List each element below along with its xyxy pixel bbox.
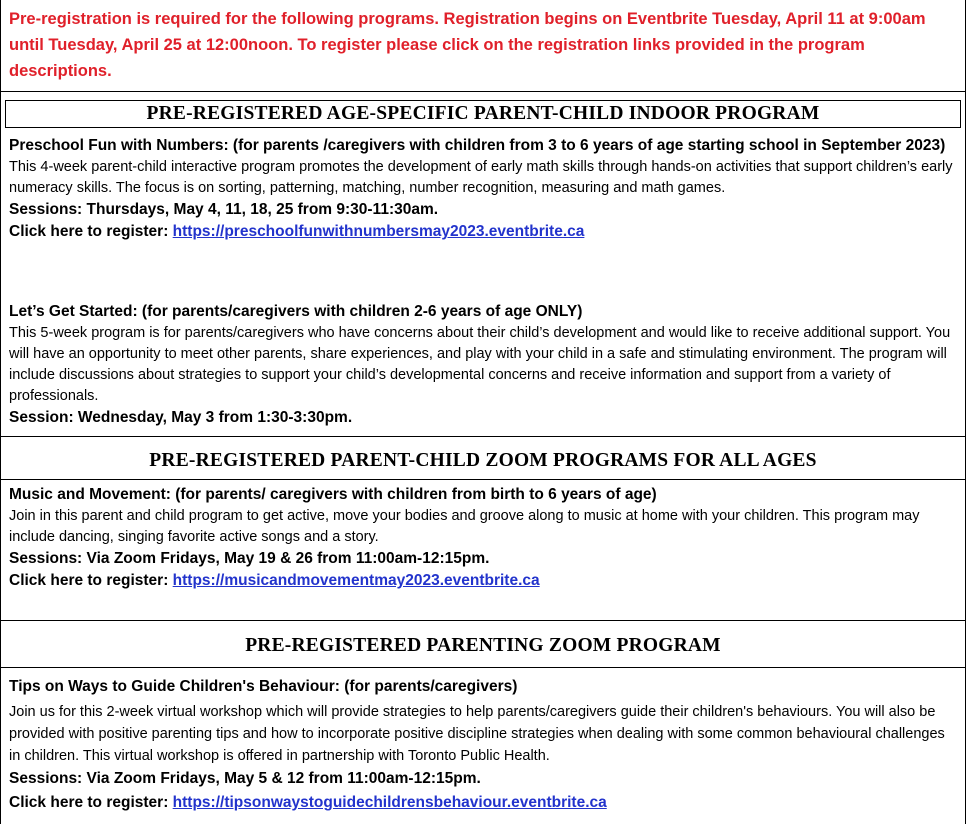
- register-link[interactable]: https://musicandmovementmay2023.eventbrite.ca: [172, 572, 540, 589]
- program-description: Join in this parent and child program to get active, move your bodies and groove along to music at home with your children. This program may include dancing, singing favorite active songs and a story.: [9, 508, 920, 545]
- notice-text: Pre-registration is required for the following programs. Registration begins on Eventbrite Tuesday, April 11 at 9:00am until Tuesday, April 25 at 12:00noon. To register please click on the registration links provided in the program descriptions.: [9, 10, 926, 80]
- register-line: [9, 220, 957, 244]
- register-link[interactable]: https://tipsonwaystoguidechildrensbehaviour.eventbrite.ca: [172, 794, 607, 811]
- section-heading: PRE-REGISTERED PARENT-CHILD ZOOM PROGRAMS FOR ALL AGES: [1, 437, 965, 480]
- program-description: This 5-week program is for parents/caregivers who have concerns about their child’s development and would like to receive additional support. You will have an opportunity to meet other parents, share experiences, and play with your child in a safe and stimulating environment. The program will include discussions about strategies to support your child’s developmental concerns and receive information and support from a variety of professionals.: [9, 325, 951, 404]
- program-title: Preschool Fun with Numbers: (for parents /caregivers with children from 3 to 6 years of age starting school in September 2023): [9, 137, 946, 154]
- program-description: Join us for this 2-week virtual workshop which will provide strategies to help parents/caregivers guide their children's behaviours. You will also be provided with positive parenting tips and how to incorporate positive discipline strategies when dealing with some common behavioural challenges in children. This virtual workshop is offered in partnership with Toronto Public Health.: [9, 704, 945, 764]
- program-tips-guide-behaviour: [9, 675, 957, 815]
- register-line: [9, 791, 957, 815]
- program-title: Let’s Get Started: (for parents/caregivers with children 2-6 years of age ONLY): [9, 303, 583, 320]
- program-music-and-movement: [9, 484, 957, 593]
- register-link[interactable]: https://preschoolfunwithnumbersmay2023.eventbrite.ca: [172, 223, 585, 240]
- register-label: Click here to register:: [9, 794, 173, 811]
- register-label: Click here to register:: [9, 572, 173, 589]
- program-description: This 4-week parent-child interactive program promotes the development of early math skills through hands-on activities that support children’s early numeracy skills. The focus is on sorting, patterning, matching, number recognition, measuring and math games.: [9, 159, 953, 196]
- program-sessions: Sessions: Via Zoom Fridays, May 5 & 12 from 11:00am-12:15pm.: [9, 770, 481, 787]
- section-indoor-program: [0, 92, 966, 440]
- program-lets-get-started: [9, 301, 957, 428]
- program-sessions: Sessions: Via Zoom Fridays, May 19 & 26 from 11:00am-12:15pm.: [9, 550, 490, 567]
- program-title: Tips on Ways to Guide Children's Behaviour: (for parents/caregivers): [9, 678, 518, 695]
- section-parent-child-zoom: [0, 436, 966, 620]
- register-line: [9, 569, 957, 593]
- program-title: Music and Movement: (for parents/ caregivers with children from birth to 6 years of age): [9, 486, 657, 503]
- program-sessions: Session: Wednesday, May 3 from 1:30-3:30pm.: [9, 409, 353, 426]
- section-parenting-zoom: [0, 620, 966, 824]
- registration-notice: [0, 0, 966, 92]
- program-preschool-fun-with-numbers: [9, 135, 957, 244]
- program-sessions: Sessions: Thursdays, May 4, 11, 18, 25 from 9:30-11:30am.: [9, 201, 439, 218]
- section-heading: PRE-REGISTERED AGE-SPECIFIC PARENT-CHILD INDOOR PROGRAM: [5, 100, 961, 128]
- section-heading: PRE-REGISTERED PARENTING ZOOM PROGRAM: [1, 621, 965, 668]
- register-label: Click here to register:: [9, 223, 173, 240]
